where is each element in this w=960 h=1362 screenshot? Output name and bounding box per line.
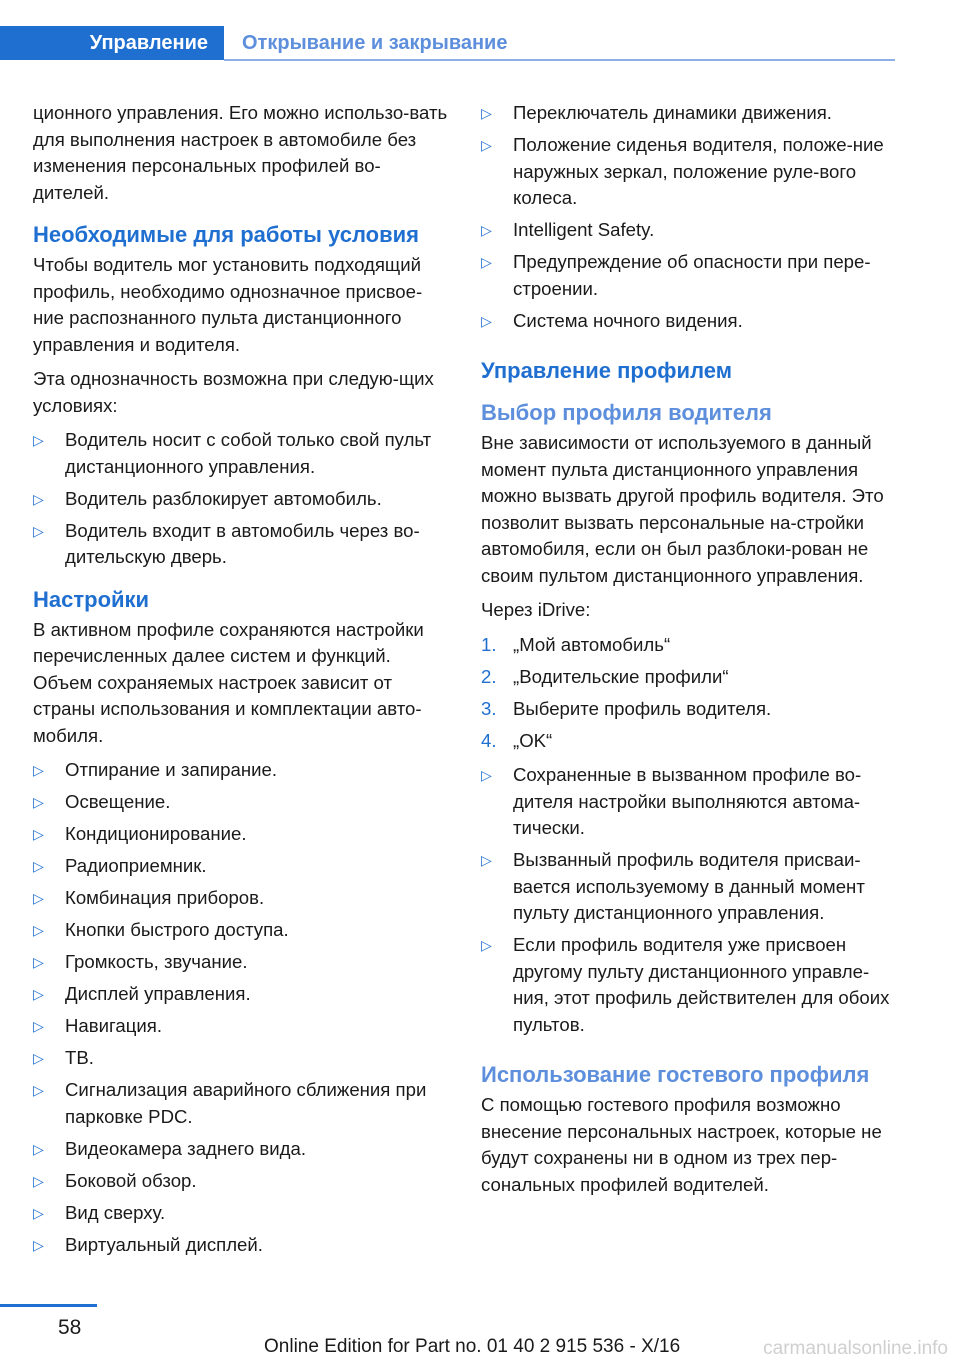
step-item [481, 632, 896, 659]
list-item [33, 1136, 448, 1163]
step-item [481, 664, 896, 691]
intro-paragraph: ционного управления. Его можно использо-вать для выполнения настроек в автомобиле без изменения персональных профилей во-дителей. [33, 102, 448, 203]
list-item [481, 932, 896, 1038]
list-item-text: Переключатель динамики движения. [513, 102, 832, 123]
left-column [33, 100, 448, 1266]
step-item [481, 696, 896, 723]
list-item-text: Навигация. [65, 1015, 163, 1036]
bullet-triangle-icon: ▷ [33, 858, 44, 874]
step-number: 3. [481, 697, 497, 719]
bullet-triangle-icon: ▷ [33, 954, 44, 970]
select-paragraph-1: Вне зависимости от используемого в данный момент пульта дистанционного управления можно вызвать другой профиль водителя. Это позволит вызвать персональные на-стройки автомобиля, если он был разблоки-рован не своим пультом дистанционного управления. [481, 432, 884, 586]
bullet-triangle-icon: ▷ [33, 1082, 44, 1098]
header-rule [224, 59, 895, 61]
page-number: 58 [58, 1316, 82, 1339]
bullet-triangle-icon: ▷ [33, 490, 44, 507]
list-item-text: Предупреждение об опасности при пере-строении. [513, 251, 871, 299]
bullet-triangle-icon: ▷ [33, 1236, 44, 1253]
list-item [33, 486, 448, 513]
list-item [33, 789, 448, 816]
list-item-text: Сигнализация аварийного сближения при парковке PDC. [65, 1079, 427, 1127]
bullet-triangle-icon: ▷ [33, 1204, 44, 1221]
bullet-triangle-icon: ▷ [33, 522, 44, 539]
heading-conditions: Необходимые для работы условия [33, 222, 419, 247]
list-item-text: Громкость, звучание. [65, 951, 248, 972]
step-number: 2. [481, 665, 497, 687]
select-paragraph-2: Через iDrive: [481, 599, 591, 620]
list-item [481, 762, 896, 842]
guest-paragraph: С помощью гостевого профиля возможно внесение персональных настроек, которые не будут сохранены ни в одном из трех пер-сональных профилей водителей. [481, 1094, 882, 1195]
list-item [33, 853, 448, 880]
list-item-text: Система ночного видения. [513, 309, 743, 331]
idrive-steps [481, 632, 896, 755]
bullet-triangle-icon: ▷ [481, 937, 492, 953]
list-item-text: Вызванный профиль водителя присваи-вается используемому в данный момент пульту дистанционного управления. [513, 849, 865, 923]
list-item [33, 518, 448, 571]
list-item-text: Отпирание и запирание. [65, 759, 277, 780]
bullet-triangle-icon: ▷ [481, 254, 492, 270]
bullet-triangle-icon: ▷ [33, 432, 44, 448]
list-item [33, 427, 448, 480]
footer-rule [0, 1304, 97, 1307]
step-number: 1. [481, 633, 497, 655]
conditions-paragraph-2: Эта однозначность возможна при следую-щих условиях: [33, 368, 434, 416]
list-item-text: Дисплей управления. [65, 983, 251, 1004]
list-item-text: ТВ. [65, 1047, 94, 1068]
list-item-text: Водитель носит с собой только свой пульт дистанционного управления. [65, 429, 432, 477]
right-column [481, 100, 896, 1206]
bullet-triangle-icon: ▷ [481, 105, 492, 121]
list-item-text: Видеокамера заднего вида. [65, 1137, 307, 1159]
bullet-triangle-icon: ▷ [481, 852, 492, 868]
bullet-triangle-icon: ▷ [481, 222, 492, 238]
bullet-triangle-icon: ▷ [33, 1140, 44, 1157]
list-item [33, 885, 448, 912]
list-item [33, 1077, 448, 1130]
bullet-triangle-icon: ▷ [33, 826, 44, 842]
step-text: „Мой автомобиль“ [513, 633, 671, 655]
list-item-text: Виртуальный дисплей. [65, 1233, 263, 1255]
bullet-triangle-icon: ▷ [33, 794, 44, 810]
list-item [33, 1013, 448, 1040]
bullet-triangle-icon: ▷ [33, 1050, 44, 1066]
list-item [33, 1045, 448, 1072]
bullet-triangle-icon: ▷ [33, 1172, 44, 1189]
heading-settings: Настройки [33, 586, 150, 612]
page-header [0, 26, 895, 62]
list-item [33, 981, 448, 1008]
bullet-triangle-icon: ▷ [481, 137, 492, 153]
edition-note: Online Edition for Part no. 01 40 2 915 536 - X/16 [264, 1336, 681, 1357]
list-item [33, 949, 448, 976]
step-text: „OK“ [513, 729, 553, 751]
select-notes-list [481, 762, 896, 1038]
list-item [481, 847, 896, 927]
heading-select-profile: Выбор профиля водителя [481, 400, 772, 425]
watermark: carmanualsonline.info [763, 1338, 948, 1359]
bullet-triangle-icon: ▷ [33, 762, 44, 778]
conditions-list [33, 427, 448, 571]
section-tab: Управление [0, 26, 224, 60]
bullet-triangle-icon: ▷ [33, 890, 44, 906]
bullet-triangle-icon: ▷ [33, 922, 44, 938]
list-item-text: Если профиль водителя уже присвоен другому пульту дистанционного управле-ния, этот профиль действителен для обоих пультов. [513, 934, 890, 1035]
list-item [481, 132, 896, 212]
list-item-text: Положение сиденья водителя, положе-ние наружных зеркал, положение руле-вого колеса. [513, 134, 884, 208]
list-item [33, 757, 448, 784]
settings-list [33, 757, 448, 1258]
list-item-text: Intelligent Safety. [513, 219, 655, 240]
step-text: Выберите профиль водителя. [513, 697, 772, 719]
list-item-text: Радиоприемник. [65, 855, 207, 876]
list-item-text: Кнопки быстрого доступа. [65, 919, 289, 940]
list-item [33, 821, 448, 848]
list-item-text: Водитель входит в автомобиль через во-дительскую дверь. [65, 519, 420, 567]
heading-guest-profile: Использование гостевого профиля [481, 1062, 870, 1087]
step-item [481, 728, 896, 755]
list-item [481, 249, 896, 302]
list-item [481, 217, 896, 244]
list-item-text: Комбинация приборов. [65, 887, 265, 908]
bullet-triangle-icon: ▷ [33, 986, 44, 1002]
list-item-text: Кондиционирование. [65, 823, 247, 844]
list-item-text: Водитель разблокирует автомобиль. [65, 487, 382, 509]
settings-paragraph: В активном профиле сохраняются настройки перечисленных далее систем и функций. Объем сохраняемых настроек зависит от страны использования и комплектации авто-мобиля. [33, 618, 424, 746]
step-text: „Водительские профили“ [513, 665, 729, 687]
bullet-triangle-icon: ▷ [481, 767, 492, 783]
list-item [33, 1232, 448, 1259]
settings-list-continued [481, 100, 896, 334]
bullet-triangle-icon: ▷ [33, 1018, 44, 1034]
bullet-triangle-icon: ▷ [481, 312, 492, 329]
list-item [33, 1200, 448, 1227]
step-number: 4. [481, 729, 497, 751]
list-item [481, 100, 896, 127]
list-item [481, 308, 896, 335]
list-item-text: Освещение. [65, 791, 171, 812]
heading-profile-management: Управление профилем [481, 358, 732, 383]
list-item [33, 917, 448, 944]
chapter-title: Открывание и закрывание [242, 32, 508, 54]
conditions-paragraph-1: Чтобы водитель мог установить подходящий профиль, необходимо однозначное присвое-ние распознанного пульта дистанционного управления и водителя. [33, 254, 423, 355]
list-item-text: Боковой обзор. [65, 1169, 197, 1191]
list-item-text: Вид сверху. [65, 1201, 166, 1223]
list-item-text: Сохраненные в вызванном профиле во-дителя настройки выполняются автома-тически. [513, 764, 862, 838]
list-item [33, 1168, 448, 1195]
